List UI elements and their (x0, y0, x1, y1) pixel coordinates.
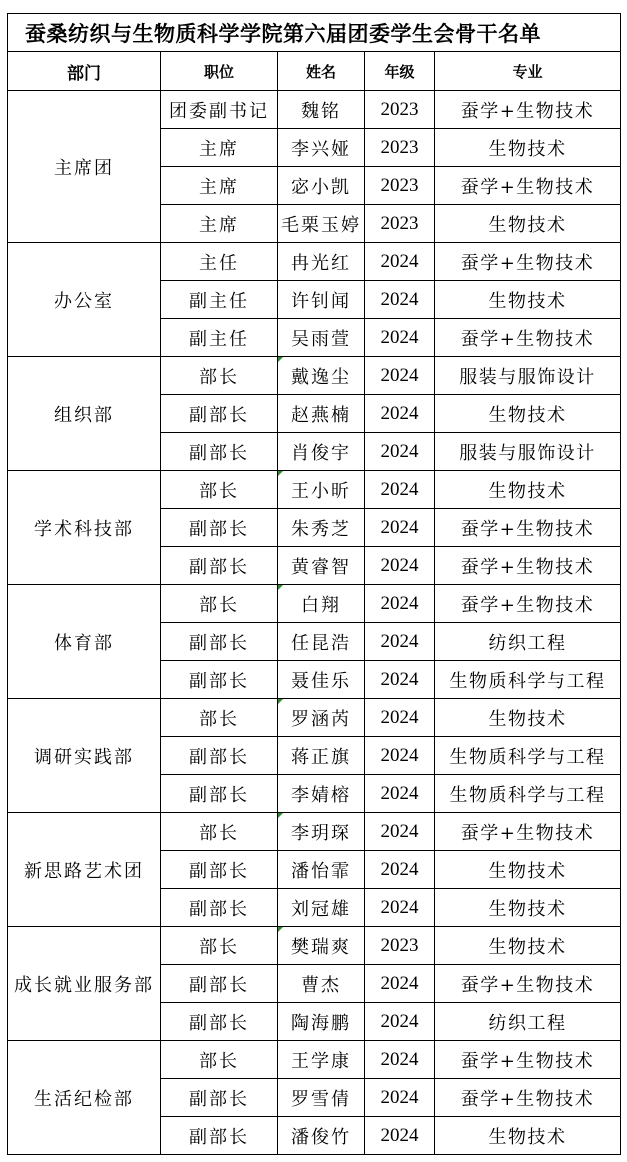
grade-cell: 2024 (365, 281, 435, 319)
comment-marker-icon (278, 585, 283, 590)
major-cell: 蚕学+生物技术 (435, 509, 621, 547)
department-cell: 组织部 (8, 357, 161, 471)
grade-cell: 2024 (365, 623, 435, 661)
roster-table (7, 13, 621, 1155)
major-cell: 蚕学+生物技术 (435, 965, 621, 1003)
name-cell: 冉光红 (278, 243, 365, 281)
major-cell: 蚕学+生物技术 (435, 319, 621, 357)
major-cell: 纺织工程 (435, 1003, 621, 1041)
major-cell: 生物技术 (435, 129, 621, 167)
table-row (8, 357, 621, 395)
position-cell: 部长 (161, 357, 278, 395)
grade-cell: 2024 (365, 585, 435, 623)
position-cell: 副部长 (161, 1003, 278, 1041)
position-cell: 副部长 (161, 965, 278, 1003)
name-cell: 刘冠雄 (278, 889, 365, 927)
name-cell: 宓小凯 (278, 167, 365, 205)
position-cell: 部长 (161, 813, 278, 851)
grade-cell: 2024 (365, 1041, 435, 1079)
name-cell: 潘怡霏 (278, 851, 365, 889)
name-cell: 吴雨萱 (278, 319, 365, 357)
table-row (8, 699, 621, 737)
name-cell: 肖俊宇 (278, 433, 365, 471)
major-cell: 蚕学+生物技术 (435, 813, 621, 851)
name-cell (278, 813, 365, 851)
grade-cell: 2024 (365, 319, 435, 357)
name-cell: 朱秀芝 (278, 509, 365, 547)
position-cell: 副部长 (161, 433, 278, 471)
name-cell: 罗雪倩 (278, 1079, 365, 1117)
department-column-header: 部门 (8, 52, 161, 91)
department-cell: 主席团 (8, 91, 161, 243)
document-title: 蚕桑纺织与生物质科学学院第六届团委学生会骨干名单 (8, 14, 621, 52)
department-cell: 办公室 (8, 243, 161, 357)
position-cell: 副部长 (161, 623, 278, 661)
name-cell (278, 585, 365, 623)
name-text: 王小昕 (291, 480, 351, 502)
major-cell: 蚕学+生物技术 (435, 547, 621, 585)
major-cell: 生物质科学与工程 (435, 661, 621, 699)
table-row (8, 1041, 621, 1079)
major-cell: 生物质科学与工程 (435, 737, 621, 775)
comment-marker-icon (278, 813, 283, 818)
name-cell: 李兴娅 (278, 129, 365, 167)
comment-marker-icon (278, 357, 283, 362)
major-cell: 生物质科学与工程 (435, 775, 621, 813)
table-row (8, 91, 621, 129)
name-column-header: 姓名 (278, 52, 365, 91)
major-cell: 蚕学+生物技术 (435, 585, 621, 623)
grade-cell: 2024 (365, 395, 435, 433)
grade-cell: 2024 (365, 661, 435, 699)
department-cell: 生活纪检部 (8, 1041, 161, 1155)
position-cell: 副部长 (161, 775, 278, 813)
name-cell: 毛栗玉婷 (278, 205, 365, 243)
name-cell (278, 927, 365, 965)
grade-cell: 2024 (365, 433, 435, 471)
department-cell: 成长就业服务部 (8, 927, 161, 1041)
major-cell: 生物技术 (435, 889, 621, 927)
grade-cell: 2023 (365, 205, 435, 243)
position-cell: 副主任 (161, 319, 278, 357)
major-cell: 服装与服饰设计 (435, 357, 621, 395)
grade-cell: 2024 (365, 699, 435, 737)
header-row (8, 52, 621, 91)
name-cell: 陶海鹏 (278, 1003, 365, 1041)
name-cell: 王学康 (278, 1041, 365, 1079)
department-cell: 学术科技部 (8, 471, 161, 585)
position-cell: 部长 (161, 1041, 278, 1079)
position-cell: 副部长 (161, 547, 278, 585)
name-text: 白翔 (301, 594, 341, 616)
name-cell: 任昆浩 (278, 623, 365, 661)
position-cell: 主席 (161, 167, 278, 205)
grade-cell: 2024 (365, 889, 435, 927)
position-cell: 副部长 (161, 661, 278, 699)
name-text: 戴逸尘 (291, 366, 351, 388)
table-row (8, 585, 621, 623)
major-cell: 生物技术 (435, 851, 621, 889)
name-cell (278, 699, 365, 737)
major-cell: 蚕学+生物技术 (435, 91, 621, 129)
comment-marker-icon (278, 699, 283, 704)
position-cell: 副部长 (161, 395, 278, 433)
grade-cell: 2024 (365, 509, 435, 547)
name-text: 樊瑞爽 (291, 936, 351, 958)
comment-marker-icon (278, 471, 283, 476)
position-cell: 部长 (161, 927, 278, 965)
name-cell: 潘俊竹 (278, 1117, 365, 1155)
position-cell: 部长 (161, 471, 278, 509)
major-column-header: 专业 (435, 52, 621, 91)
name-cell: 聂佳乐 (278, 661, 365, 699)
major-cell: 生物技术 (435, 699, 621, 737)
major-cell: 生物技术 (435, 1117, 621, 1155)
name-cell: 李婧榕 (278, 775, 365, 813)
comment-marker-icon (278, 927, 283, 932)
grade-cell: 2024 (365, 965, 435, 1003)
grade-cell: 2024 (365, 243, 435, 281)
name-cell: 曹杰 (278, 965, 365, 1003)
table-row (8, 471, 621, 509)
position-cell: 部长 (161, 585, 278, 623)
major-cell: 蚕学+生物技术 (435, 243, 621, 281)
major-cell: 生物技术 (435, 395, 621, 433)
position-cell: 副主任 (161, 281, 278, 319)
major-cell: 蚕学+生物技术 (435, 1041, 621, 1079)
position-cell: 副部长 (161, 851, 278, 889)
position-cell: 部长 (161, 699, 278, 737)
major-cell: 纺织工程 (435, 623, 621, 661)
grade-cell: 2024 (365, 737, 435, 775)
position-cell: 主任 (161, 243, 278, 281)
major-cell: 生物技术 (435, 205, 621, 243)
name-text: 李玥琛 (291, 822, 351, 844)
title-row (8, 14, 621, 52)
grade-cell: 2023 (365, 129, 435, 167)
table-row (8, 813, 621, 851)
grade-cell: 2024 (365, 775, 435, 813)
major-cell: 蚕学+生物技术 (435, 167, 621, 205)
position-cell: 副部长 (161, 1079, 278, 1117)
name-cell: 魏铭 (278, 91, 365, 129)
name-cell (278, 471, 365, 509)
position-cell: 副部长 (161, 737, 278, 775)
position-column-header: 职位 (161, 52, 278, 91)
grade-cell: 2024 (365, 547, 435, 585)
department-cell: 调研实践部 (8, 699, 161, 813)
position-cell: 主席 (161, 129, 278, 167)
major-cell: 蚕学+生物技术 (435, 1079, 621, 1117)
position-cell: 团委副书记 (161, 91, 278, 129)
major-cell: 生物技术 (435, 281, 621, 319)
position-cell: 副部长 (161, 1117, 278, 1155)
position-cell: 副部长 (161, 889, 278, 927)
department-cell: 新思路艺术团 (8, 813, 161, 927)
grade-cell: 2024 (365, 357, 435, 395)
name-cell: 蒋正旗 (278, 737, 365, 775)
name-cell: 黄睿智 (278, 547, 365, 585)
name-text: 罗涵芮 (291, 708, 351, 730)
grade-column-header: 年级 (365, 52, 435, 91)
name-cell: 赵燕楠 (278, 395, 365, 433)
name-cell (278, 357, 365, 395)
table-row (8, 243, 621, 281)
grade-cell: 2024 (365, 1003, 435, 1041)
table-row (8, 927, 621, 965)
grade-cell: 2024 (365, 813, 435, 851)
major-cell: 生物技术 (435, 927, 621, 965)
grade-cell: 2024 (365, 1079, 435, 1117)
grade-cell: 2024 (365, 1117, 435, 1155)
department-cell: 体育部 (8, 585, 161, 699)
position-cell: 副部长 (161, 509, 278, 547)
grade-cell: 2023 (365, 927, 435, 965)
major-cell: 生物技术 (435, 471, 621, 509)
grade-cell: 2023 (365, 91, 435, 129)
grade-cell: 2023 (365, 167, 435, 205)
name-cell: 许钊闻 (278, 281, 365, 319)
grade-cell: 2024 (365, 471, 435, 509)
major-cell: 服装与服饰设计 (435, 433, 621, 471)
position-cell: 主席 (161, 205, 278, 243)
grade-cell: 2024 (365, 851, 435, 889)
